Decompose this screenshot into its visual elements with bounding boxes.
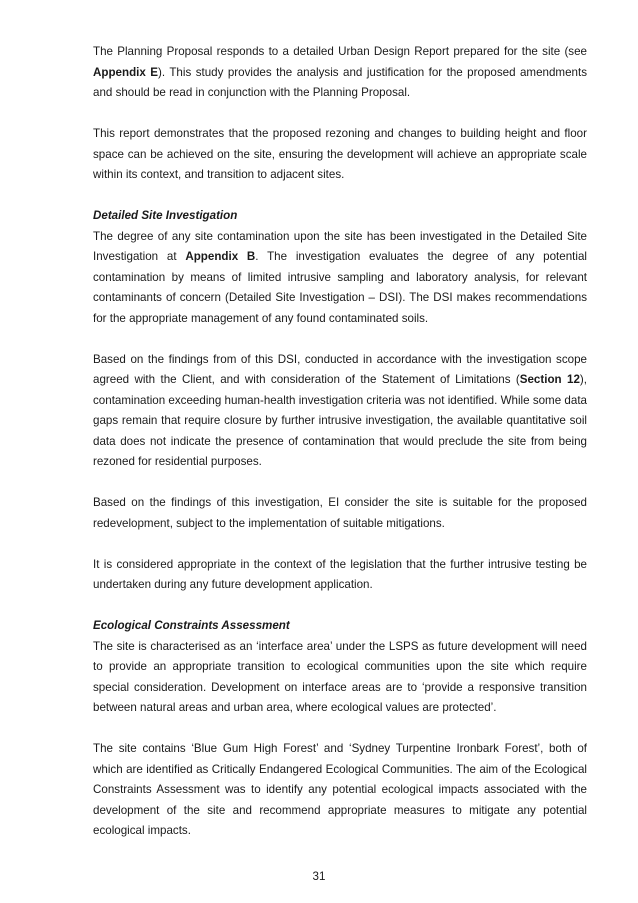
- text-run: The Planning Proposal responds to a detailed Urban Design Report prepared for the site (see: [93, 45, 587, 58]
- section-12-reference: Section 12: [519, 373, 580, 386]
- paragraph-rezoning: This report demonstrates that the proposed rezoning and changes to building height and floor space can be achieved on the site, ensuring the development will achieve an appropriate scale within its context, and transition to adjacent sites.: [93, 127, 587, 181]
- heading-ecological-constraints: Ecological Constraints Assessment: [93, 619, 290, 632]
- appendix-b-reference: Appendix B: [185, 250, 256, 263]
- text-run: The degree of any site contamination upon the site has been investigated in the Detailed Site Investigation at: [93, 229, 587, 263]
- page-number: 31: [312, 870, 326, 883]
- text-run: ). This study provides the analysis and justification for the proposed amendments and should be read in conjunction with the Planning Proposal.: [93, 65, 588, 99]
- paragraph-eca-interface-area: The site is characterised as an ‘interface area’ under the LSPS as future development will need to provide an appropriate transition to ecological communities upon the site which require special consideration. Development on interface areas are to ‘provide a responsive transition between natural areas and urban area, where ecological values are protected’.: [93, 639, 587, 714]
- paragraph-dsi-findings: [93, 350, 587, 473]
- text-run: Based on the findings from of this DSI, conducted in accordance with the investigation scope agreed with the Client, and with consideration of the Statement of Limitations (: [93, 352, 587, 386]
- paragraph-eca-forest: The site contains ‘Blue Gum High Forest’ and ‘Sydney Turpentine Ironbark Forest’, both of which are identified as Critically Endangered Ecological Communities. The aim of the Ecological Constraints Assessment was to identify any potential ecological impacts associated with the development of the site and recommend appropriate measures to mitigate any potential ecological impacts.: [93, 742, 587, 837]
- paragraph-dsi-suitability: Based on the findings of this investigation, EI consider the site is suitable for the proposed redevelopment, subject to the implementation of suitable mitigations.: [93, 496, 587, 530]
- paragraph-urban-design: [93, 42, 587, 104]
- paragraph-dsi-overview: [93, 227, 587, 330]
- text-run: ), contamination exceeding human-health investigation criteria was not identified. While some data gaps remain that require closure by further intrusive investigation, the available quantitative soil data does not indicate the presence of contamination that would preclude the site from being rezoned for residential purposes.: [93, 373, 587, 468]
- appendix-e-reference: Appendix E: [93, 65, 159, 79]
- document-page: [93, 42, 587, 842]
- text-run: . The investigation evaluates the degree of any potential contamination by means of limited intrusive sampling and laboratory analysis, for relevant contaminants of concern (Detailed Site Investigation – DSI). The DSI makes recommendations for the appropriate management of any found contaminated soils.: [93, 250, 587, 325]
- paragraph-dsi-further-testing: It is considered appropriate in the context of the legislation that the further intrusive testing be undertaken during any future development application.: [93, 557, 587, 591]
- heading-detailed-site-investigation: Detailed Site Investigation: [93, 209, 238, 222]
